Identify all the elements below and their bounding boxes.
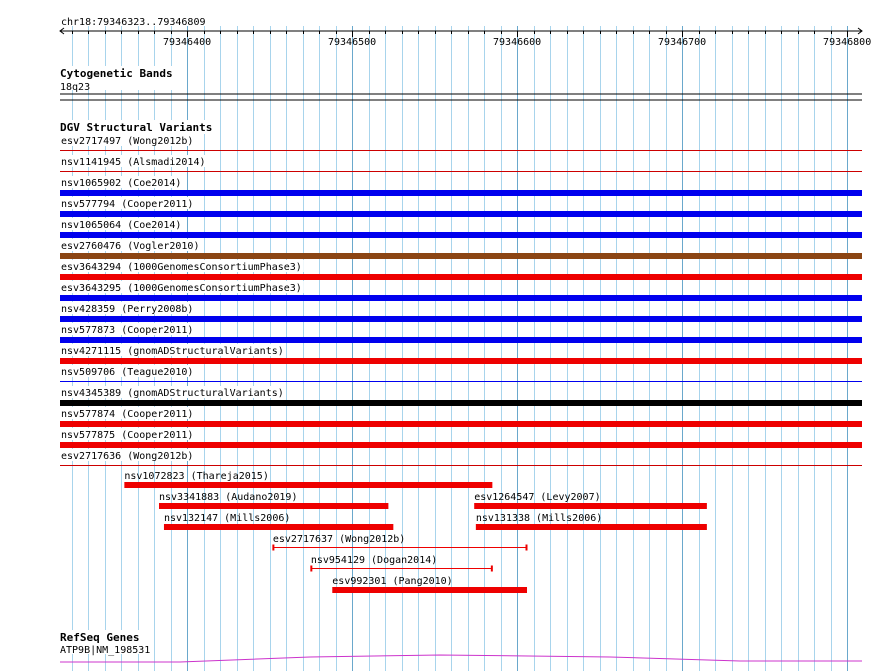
- refseq-track: [58, 630, 862, 662]
- feature-bar[interactable]: [60, 274, 862, 280]
- feature-bar[interactable]: [60, 400, 862, 406]
- dgv-feature[interactable]: [124, 471, 492, 488]
- feature-label[interactable]: nsv3341883 (Audano2019): [159, 492, 298, 503]
- feature-label[interactable]: nsv1065902 (Coe2014): [61, 178, 182, 189]
- feature-bar[interactable]: [60, 442, 862, 448]
- ruler-tick-label: 79346600: [493, 37, 542, 48]
- feature-label[interactable]: nsv131338 (Mills2006): [475, 513, 603, 524]
- feature-bar[interactable]: [332, 587, 527, 593]
- feature-label[interactable]: esv1264547 (Levy2007): [474, 492, 601, 503]
- ruler-tick-label: 79346800: [823, 37, 872, 48]
- feature-bar[interactable]: [60, 295, 862, 301]
- feature-label[interactable]: esv2717497 (Wong2012b): [61, 136, 194, 147]
- dgv-feature[interactable]: [59, 428, 862, 448]
- dgv-feature[interactable]: [273, 534, 527, 551]
- feature-label[interactable]: nsv1141945 (Alsmadi2014): [61, 157, 206, 168]
- feature-label[interactable]: esv2760476 (Vogler2010): [61, 241, 200, 252]
- dgv-feature[interactable]: [474, 492, 707, 509]
- dgv-feature[interactable]: [59, 218, 862, 238]
- dgv-feature[interactable]: [59, 344, 862, 364]
- feature-label[interactable]: esv3643294 (1000GenomesConsortiumPhase3): [61, 262, 302, 273]
- dgv-feature[interactable]: [311, 555, 493, 572]
- feature-label[interactable]: nsv1065064 (Coe2014): [61, 220, 182, 231]
- feature-bar[interactable]: [60, 232, 862, 238]
- refseq-gene-label[interactable]: ATP9B|NM_198531: [60, 645, 151, 656]
- dgv-feature[interactable]: [59, 197, 862, 217]
- feature-label[interactable]: nsv577794 (Cooper2011): [61, 199, 194, 210]
- dgv-feature[interactable]: [59, 134, 862, 151]
- feature-label[interactable]: nsv4345389 (gnomADStructuralVariants): [61, 388, 284, 399]
- feature-label[interactable]: esv3643295 (1000GenomesConsortiumPhase3): [61, 283, 302, 294]
- dgv-positioned-features: [124, 471, 707, 593]
- dgv-feature[interactable]: [59, 281, 862, 301]
- refseq-gene-intron-line[interactable]: [60, 655, 862, 662]
- ruler-major-ticks: [163, 37, 871, 48]
- dgv-feature[interactable]: [476, 513, 707, 530]
- dgv-track: [58, 120, 862, 593]
- feature-bar[interactable]: [60, 211, 862, 217]
- cytoband-label[interactable]: 18q23: [60, 82, 91, 93]
- feature-bar[interactable]: [159, 503, 388, 509]
- refseq-track-title[interactable]: RefSeq Genes: [60, 631, 140, 644]
- cytoband-track-title[interactable]: Cytogenetic Bands: [60, 67, 173, 80]
- feature-label[interactable]: esv992301 (Pang2010): [332, 576, 453, 587]
- feature-label[interactable]: esv2717636 (Wong2012b): [61, 451, 194, 462]
- feature-label[interactable]: nsv954129 (Dogan2014): [310, 555, 438, 566]
- dgv-stacked-features: [59, 134, 862, 466]
- ruler-tick-label: 79346500: [328, 37, 377, 48]
- dgv-feature[interactable]: [332, 576, 527, 593]
- feature-bar[interactable]: [124, 482, 492, 488]
- feature-bar[interactable]: [164, 524, 393, 530]
- dgv-feature[interactable]: [59, 260, 862, 280]
- dgv-feature[interactable]: [59, 176, 862, 196]
- ruler: [60, 17, 871, 48]
- feature-label[interactable]: nsv577875 (Cooper2011): [61, 430, 194, 441]
- feature-bar[interactable]: [60, 190, 862, 196]
- feature-label[interactable]: esv2717637 (Wong2012b): [272, 534, 406, 545]
- dgv-feature[interactable]: [159, 492, 388, 509]
- feature-label[interactable]: nsv577873 (Cooper2011): [61, 325, 194, 336]
- feature-bar[interactable]: [60, 421, 862, 427]
- dgv-feature[interactable]: [164, 513, 393, 530]
- location-label: chr18:79346323..79346809: [61, 17, 206, 28]
- feature-label[interactable]: nsv4271115 (gnomADStructuralVariants): [61, 346, 284, 357]
- feature-label[interactable]: nsv509706 (Teague2010): [61, 367, 194, 378]
- dgv-feature[interactable]: [59, 407, 862, 427]
- dgv-feature[interactable]: [59, 386, 862, 406]
- feature-bar[interactable]: [474, 503, 707, 509]
- ruler-tick-label: 79346400: [162, 37, 212, 48]
- feature-bar[interactable]: [60, 358, 862, 364]
- feature-label[interactable]: nsv1072823 (Thareja2015): [124, 471, 269, 482]
- dgv-feature[interactable]: [59, 155, 862, 172]
- dgv-feature[interactable]: [59, 365, 862, 382]
- feature-label[interactable]: nsv132147 (Mills2006): [163, 513, 291, 524]
- cytoband-track: [58, 66, 862, 100]
- ruler-tick-label: 79346700: [658, 37, 707, 48]
- feature-bar[interactable]: [60, 316, 862, 322]
- dgv-feature[interactable]: [59, 323, 862, 343]
- feature-bar[interactable]: [60, 253, 862, 259]
- dgv-feature[interactable]: [59, 302, 862, 322]
- feature-bar[interactable]: [60, 337, 862, 343]
- dgv-feature[interactable]: [59, 239, 862, 259]
- dgv-feature[interactable]: [59, 449, 862, 466]
- dgv-track-title[interactable]: DGV Structural Variants: [60, 121, 213, 134]
- feature-label[interactable]: nsv428359 (Perry2008b): [61, 304, 194, 315]
- feature-label[interactable]: nsv577874 (Cooper2011): [61, 409, 194, 420]
- feature-bar[interactable]: [476, 524, 707, 530]
